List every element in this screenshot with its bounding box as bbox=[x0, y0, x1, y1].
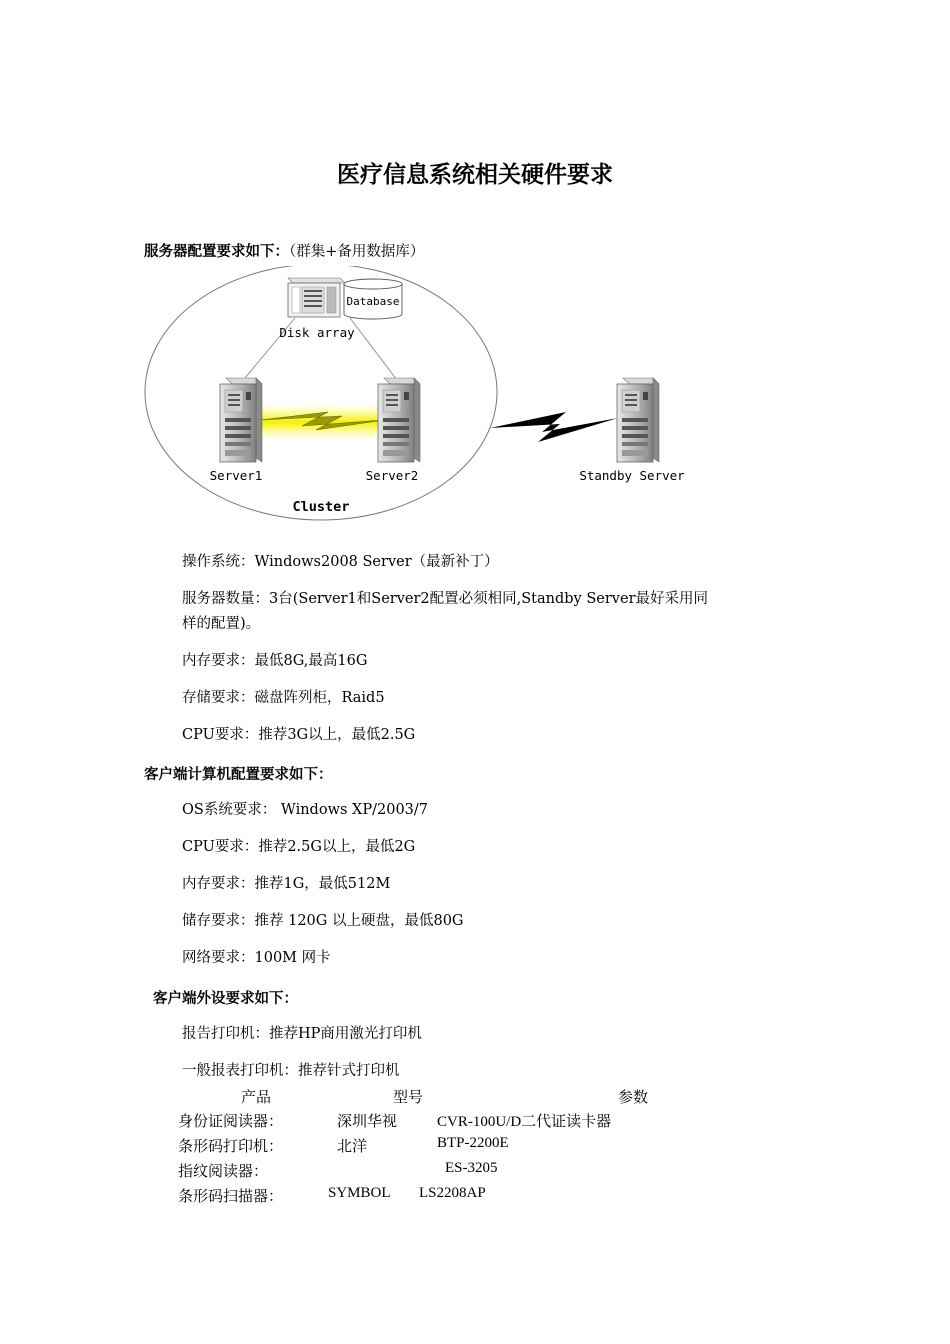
server-os-item: 操作系统：Windows2008 Server（最新补丁） bbox=[182, 554, 499, 570]
table-row-model: CVR-100U/D二代证读卡器 bbox=[437, 1114, 612, 1130]
client-memory-item: 内存要求：推荐1G，最低512M bbox=[182, 876, 391, 892]
table-row-product: 条形码打印机： bbox=[178, 1139, 284, 1155]
server1-label: Server1 bbox=[209, 468, 263, 483]
standby-server-label: Standby Server bbox=[579, 468, 685, 483]
table-row-brand: 北洋 bbox=[337, 1139, 368, 1155]
client-network-item: 网络要求：100M 网卡 bbox=[182, 950, 331, 966]
cluster-diagram bbox=[140, 266, 700, 528]
database-label: Database bbox=[346, 295, 400, 308]
server-count-item-cont: 样的配置)。 bbox=[182, 616, 261, 632]
server-cpu-item: CPU要求：推荐3G以上，最低2.5G bbox=[182, 727, 416, 743]
server2-label: Server2 bbox=[365, 468, 419, 483]
table-header-model: 型号 bbox=[393, 1090, 424, 1106]
server-count-item: 服务器数量：3台(Server1和Server2配置必须相同,Standby Server最好采用同 bbox=[182, 591, 708, 607]
disk-array-label: Disk array bbox=[279, 325, 355, 340]
report-printer-item: 报告打印机：推荐HP商用激光打印机 bbox=[182, 1026, 422, 1042]
server2-icon bbox=[378, 378, 420, 462]
page-title: 医疗信息系统相关硬件要求 bbox=[337, 162, 613, 188]
table-row-product: 指纹阅读器： bbox=[178, 1164, 269, 1180]
table-header-params: 参数 bbox=[618, 1090, 649, 1106]
server-heading-note: （群集+备用数据库） bbox=[289, 244, 425, 260]
disk-array-icon bbox=[288, 278, 345, 317]
server1-icon bbox=[220, 378, 262, 462]
client-storage-item: 储存要求：推荐 120G 以上硬盘，最低80G bbox=[182, 913, 464, 929]
table-row-product: 身份证阅读器： bbox=[178, 1114, 284, 1130]
client-os-item: OS系统要求： Windows XP/2003/7 bbox=[182, 802, 429, 818]
table-row-model: ES-3205 bbox=[445, 1160, 498, 1176]
table-row-model: LS2208AP bbox=[419, 1185, 486, 1201]
cluster-label: Cluster bbox=[292, 499, 350, 515]
table-row-product: 条形码扫描器： bbox=[178, 1189, 284, 1205]
table-header-product: 产品 bbox=[241, 1090, 272, 1106]
client-section-heading: 客户端计算机配置要求如下： bbox=[144, 767, 333, 783]
standby-server-icon bbox=[617, 378, 659, 462]
server-memory-item: 内存要求：最低8G,最高16G bbox=[182, 653, 368, 669]
standby-link-bolt-icon bbox=[490, 412, 618, 442]
server-section-heading bbox=[144, 240, 424, 261]
table-row-brand: SYMBOL bbox=[328, 1185, 391, 1201]
server-storage-item: 存储要求：磁盘阵列柜，Raid5 bbox=[182, 690, 385, 706]
table-row-brand: 深圳华视 bbox=[337, 1114, 398, 1130]
report-form-printer-item: 一般报表打印机：推荐针式打印机 bbox=[182, 1063, 400, 1079]
client-cpu-item: CPU要求：推荐2.5G以上，最低2G bbox=[182, 839, 416, 855]
table-row-model: BTP-2200E bbox=[437, 1135, 509, 1151]
peripheral-section-heading: 客户端外设要求如下： bbox=[153, 991, 298, 1007]
server-heading-text: 服务器配置要求如下： bbox=[144, 244, 289, 260]
link-line bbox=[350, 318, 400, 384]
